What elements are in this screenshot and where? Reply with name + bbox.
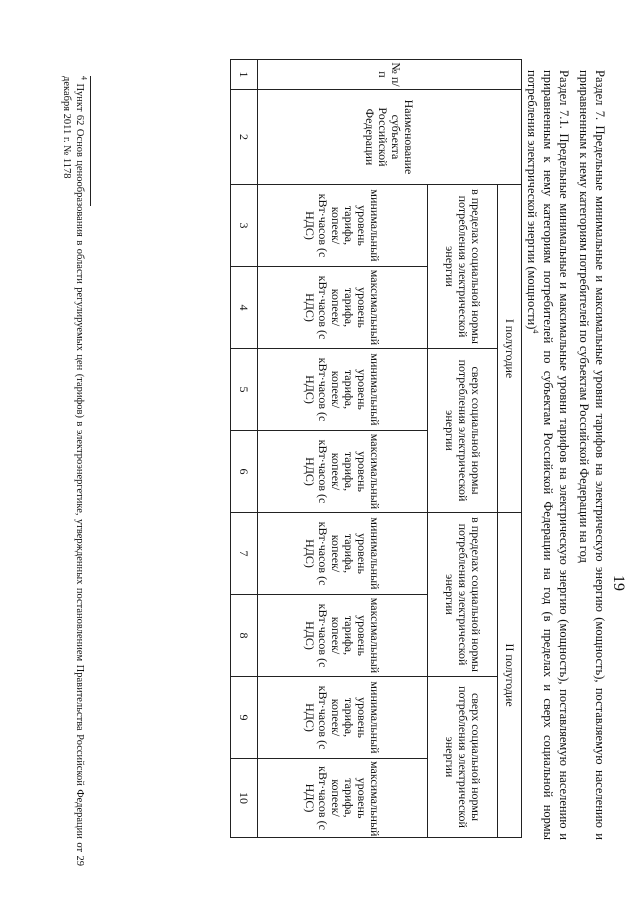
header-col10-max: максимальный уровень тарифа, копеек/кВт·часов (с НДС) <box>257 759 427 838</box>
column-number-4: 4 <box>231 267 258 349</box>
column-number-6: 6 <box>231 431 258 513</box>
header-number: № п/п <box>257 60 521 90</box>
header-col5-min: минимальный уровень тарифа, копеек/кВт·часов (с НДС) <box>257 349 427 431</box>
header-h2-above-norm: сверх социальной нормы потребления электрической энергии <box>427 677 498 838</box>
tariff-table <box>230 59 522 838</box>
section-7-text: Раздел 7. Предельные минимальные и максимальные уровни тарифов на электрическую энергию (мощность), поставляемую населению и приравненным к нему категориям потребителей по субъектам Российской Федерации на год <box>577 70 607 840</box>
footnote-marker: 4 <box>79 76 89 80</box>
footnote <box>60 76 89 866</box>
section-7-1-text: Раздел 7.1. Предельные минимальные и максимальные уровни тарифов на электрическую энергию (мощность), поставляемую населению и приравненным к нему категориям потребителей по субъектам Российской Федерации на год (в пределах и сверх социальной нормы потребления электрической энергии (мощности) <box>525 70 571 840</box>
header-col3-min: минимальный уровень тарифа, копеек/кВт·часов (с НДС) <box>257 185 427 267</box>
header-h1-above-norm: сверх социальной нормы потребления электрической энергии <box>427 349 498 513</box>
header-col8-max: максимальный уровень тарифа, копеек/кВт·часов (с НДС) <box>257 595 427 677</box>
header-col4-max: максимальный уровень тарифа, копеек/кВт·часов (с НДС) <box>257 267 427 349</box>
footnote-reference: 4 <box>531 329 541 334</box>
section-7-1-heading <box>524 70 572 840</box>
section-7-heading <box>576 70 608 840</box>
column-number-5: 5 <box>231 349 258 431</box>
footnote-text: Пункт 62 Основ ценообразования в области регулируемых цен (тарифов) в электроэнергетике, утвержденных постановлением Правительства Российской Федерации от 29 декабря 2011 г. № 1178 <box>61 76 85 866</box>
column-number-9: 9 <box>231 677 258 759</box>
column-number-3: 3 <box>231 185 258 267</box>
column-number-1: 1 <box>231 60 258 90</box>
header-h2-within-norm: в пределах социальной нормы потребления электрической энергии <box>427 513 498 677</box>
header-half-1: I полугодие <box>498 185 522 513</box>
page-number: 19 <box>610 575 627 591</box>
header-col6-max: максимальный уровень тарифа, копеек/кВт·часов (с НДС) <box>257 431 427 513</box>
column-number-7: 7 <box>231 513 258 595</box>
column-number-2: 2 <box>231 90 258 185</box>
header-col9-min: минимальный уровень тарифа, копеек/кВт·часов (с НДС) <box>257 677 427 759</box>
header-subject-name: Наименование субъекта Российской Федерации <box>257 90 521 185</box>
column-number-10: 10 <box>231 759 258 838</box>
column-number-8: 8 <box>231 595 258 677</box>
header-half-2: II полугодие <box>498 513 522 838</box>
header-h1-within-norm: в пределах социальной нормы потребления электрической энергии <box>427 185 498 349</box>
footnote-divider <box>90 76 91 206</box>
header-col7-min: минимальный уровень тарифа, копеек/кВт·часов (с НДС) <box>257 513 427 595</box>
